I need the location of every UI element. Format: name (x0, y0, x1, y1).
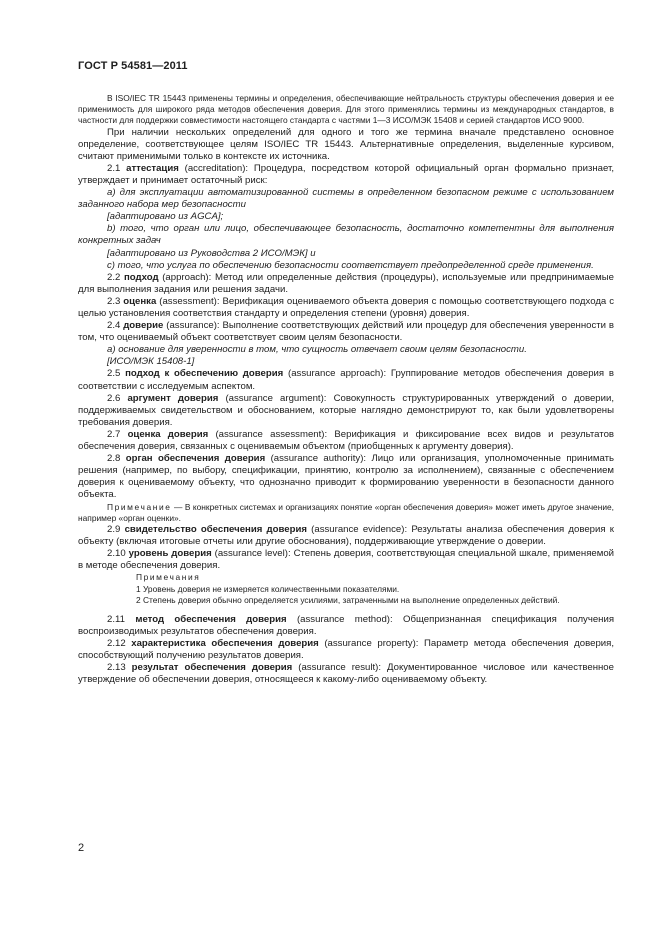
note-item: 1 Уровень доверия не измеряется количественными показателями. (136, 583, 400, 594)
note-2-8: Примечание — В конкретных системах и организациях понятие «орган обеспечения доверия» может иметь другое значение, например «орган оценки». (78, 501, 615, 523)
term-2-9: 2.9 свидетельство обеспечения доверия (assurance evidence): Результаты анализа обеспечения доверия к объекту (включая итоговые отчеты или другие обоснования), поддерживающие утверждение о доверии. (78, 523, 614, 548)
term-2-7: 2.7 оценка доверия (assurance assessment): Верификация и фиксирование всех видов и результатов обеспечения доверия, связанных с оцениваемым объектом (приобщенных к аргументу доверия). (78, 428, 615, 453)
term-2-13: 2.13 результат обеспечения доверия (assurance result): Документированное числовое или качественное утверждение об обеспечении доверия, относящееся к какому-либо оцениваемому объекту. (78, 662, 614, 686)
term-2-5: 2.5 подход к обеспечению доверия (assurance approach): Группирование методов обеспечения доверия в соответствии с исследуемым аспектом. (78, 368, 614, 392)
notes-2-10 (78, 572, 614, 606)
term-2-1-item-b: b) того, что орган или лицо, обеспечивающее безопасность, достаточно компетентны для выполнения конкретных задач (78, 223, 614, 247)
term-2-12: 2.12 характеристика обеспечения доверия (assurance property): Параметр метода обеспечения доверия, способствующий получению результатов доверия. (78, 638, 614, 662)
document-body (78, 93, 614, 686)
document-header: ГОСТ Р 54581—2011 (78, 60, 188, 72)
term-2-4: 2.4 доверие (assurance): Выполнение соответствующих действий или процедур для обеспечения уверенности в том, что оцениваемый объект соответствует своим целям безопасности. (78, 320, 615, 344)
term-2-1-item-c: с) того, что услуга по обеспечению безопасности соответствует предопределенной среде применения. (107, 259, 594, 271)
term-2-4-item-a: а) основание для уверенности в том, что сущность отвечает своим целям безопасности. (107, 344, 527, 356)
page-number: 2 (78, 842, 85, 854)
term-2-1: 2.1 аттестация (accreditation): Процедура, посредством которой официальный орган формально признает, утверждает и принимает остаточный риск: (78, 162, 614, 186)
term-2-6: 2.6 аргумент доверия (assurance argument): Совокупность структурированных утверждений о доверии, поддерживаемых свидетельством и обоснованием, которые наглядно демонстрируют то, как были удовлетворены требования доверия. (78, 392, 615, 428)
intro-paragraph-2: При наличии нескольких определений для одного и того же термина вначале представлено основное определение, соответствующее целям ISO/IEC TR 15443. Альтернативные определения, выделенные курсивом, считают применимыми только в контексте их источника. (78, 126, 614, 162)
term-2-11: 2.11 метод обеспечения доверия (assurance method): Общепризнанная спецификация получения воспроизводимых результатов обеспечения доверия. (78, 613, 615, 637)
term-2-1-item-a: а) для эксплуатации автоматизированной системы в определенном безопасном режиме с использованием заданного набора мер безопасности (78, 187, 614, 211)
note-label: Примечание (107, 501, 172, 512)
term-2-1-source-a: [адаптировано из AGCA]; (107, 211, 224, 223)
term-2-1-source-b: [адаптировано из Руководства 2 ИСО/МЭК] и (107, 247, 316, 259)
term-2-2: 2.2 подход (approach): Метод или определенные действия (процедуры), используемые или предпринимаемые для выполнения задания или решения задачи. (78, 271, 614, 295)
term-2-3: 2.3 оценка (assessment): Верификация оцениваемого объекта доверия с помощью соответствующего подхода с целью установления соответствия стандарту и определения степени (уровня) доверия. (78, 295, 615, 320)
intro-paragraph: В ISO/IEC TR 15443 применены термины и определения, обеспечивающие нейтральность структуры обеспечения доверия и ее применимость для широкого ряда методов обеспечения доверия. Для этого применялись термины из международных стандартов, в частности для поддержки совместимости настоящего стандарта с частями 1—3 ИСО/МЭК 15408 и серией стандартов ИСО 9000. (78, 93, 614, 126)
term-2-8: 2.8 орган обеспечения доверия (assurance authority): Лицо или организация, уполномоченные принимать решения (например, по выбору, спецификации, принятию, контролю за исполнением), связанные с обеспечением доверия к оцениваемому объекту, что однозначно приводит к формированию уверенности в безопасности данного объекта. (78, 453, 614, 501)
note-item: 2 Степень доверия обычно определяется усилиями, затраченными на выполнение определенных действий. (136, 594, 560, 605)
notes-label: Примечания (136, 572, 201, 583)
term-2-4-source-a: [ИСО/МЭК 15408-1] (107, 356, 195, 368)
term-2-10: 2.10 уровень доверия (assurance level): Степень доверия, соответствующая специальной шкале, применяемой в методе обеспечения доверия. (78, 548, 615, 572)
